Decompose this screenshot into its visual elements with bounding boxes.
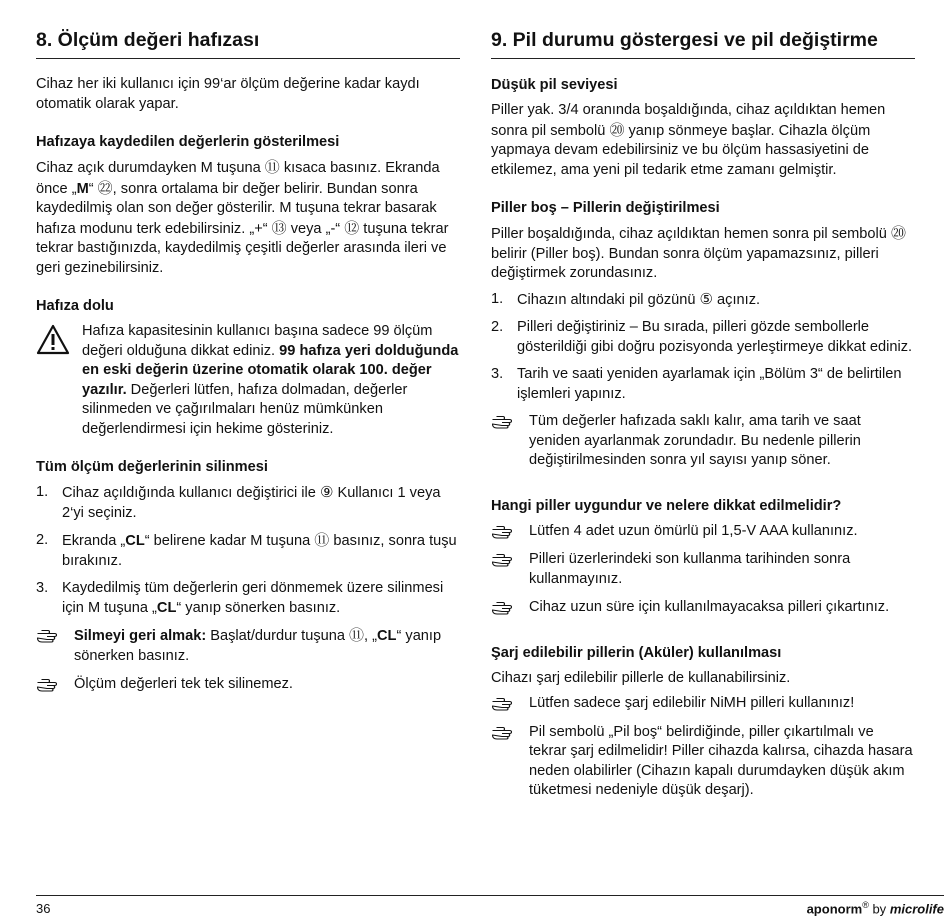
text-segment: kısaca basınız. Ekranda önce „ — [36, 160, 440, 197]
text-segment: Hafıza kapasitesinin kullanıcı başına sadece 99 ölçüm değeri olduğuna dikkat ediniz. — [82, 323, 433, 359]
ref-number: ⑪ — [264, 158, 280, 176]
text-segment: tuşuna tekrar tekrar bastığınızda, kaydedilmiş çeşitli değerler arasında ileri ve geri gezinebilirsiniz. — [36, 220, 449, 276]
list-item — [36, 483, 460, 523]
page-number: 36 — [36, 901, 51, 916]
list-item — [36, 579, 460, 618]
text-segment: Pil sembolü „Pil boş“ belirdiğinde, piller çıkartılmalı ve tekrar şarj edilmelidir! Piller cihazda kalırsa, cihazda hasara neden olabilirler (Cihazın kapalı durumdayken düşük akım tüketmesi nedeniyle düşük deşarj). — [529, 723, 913, 798]
step-number: 3. — [491, 366, 504, 382]
which-batteries-heading: Hangi piller uygundur ve nelere dikkat edilmelidir? — [491, 497, 842, 514]
cl-symbol: CL — [377, 628, 397, 644]
cl-symbol: CL — [156, 599, 177, 616]
empty-battery-text — [491, 224, 915, 284]
pointing-hand-icon — [36, 676, 60, 692]
ref-number: ⑳ — [890, 224, 906, 242]
text-segment: Tüm değerler hafızada saklı kalır, ama tarih ve saat yeniden ayarlanmak zorundadır. Bu nedenle pillerin değiştirilmesinden sonra yıl sayısı yanıp söner. — [529, 413, 861, 468]
ref-number: ㉒ — [97, 178, 113, 197]
text-segment: veya „-“ — [286, 220, 345, 237]
ref-number: ⑪ — [314, 531, 330, 549]
note-bold-text: Silmeyi geri almak: — [74, 628, 207, 644]
text-segment: Değerleri lütfen, hafıza dolmadan, değerler silinmeden ve çağırılmaları henüz mümkünken değerlendirmesi için hekime gösteriniz. — [82, 381, 408, 437]
list-item — [491, 318, 915, 357]
empty-battery-heading: Piller boş – Pillerin değiştirilmesi — [491, 200, 720, 216]
ref-number: ⑨ — [319, 483, 334, 501]
list-item — [36, 531, 460, 571]
memory-kept-note — [491, 412, 915, 471]
list-item — [491, 290, 915, 311]
step-number: 1. — [36, 484, 49, 500]
ref-number: ⑫ — [344, 218, 360, 237]
text-segment: “ belirene kadar M tuşuna — [144, 533, 315, 549]
text-segment: Piller boşaldığında, cihaz açıldıktan hemen sonra pil sembolü — [491, 226, 891, 242]
text-segment: Cihaz açık durumdayken M tuşuna — [36, 160, 261, 176]
section-8-title: 8. Ölçüm değeri hafızası — [36, 28, 460, 59]
text-segment: , „ — [364, 628, 378, 644]
pointing-hand-icon — [491, 413, 515, 429]
text-segment: “ — [88, 180, 98, 197]
text-segment: basınız, sonra tuşu bırakınız. — [62, 533, 457, 569]
step-number: 2. — [36, 532, 49, 548]
text-segment: Cihaz açıldığında kullanıcı değiştirici ile — [62, 485, 320, 501]
pointing-hand-icon — [491, 523, 515, 539]
registered-mark: ® — [862, 900, 869, 910]
memory-full-warning — [36, 322, 460, 439]
text-segment: Pilleri üzerlerindeki son kullanma tarihinden sonra kullanmayınız. — [529, 551, 851, 587]
step-number: 1. — [491, 290, 504, 307]
text-segment: Piller yak. 3/4 oranında boşaldığında, cihaz açıldıktan hemen sonra pil sembolü — [491, 102, 886, 139]
undo-delete-note — [36, 626, 460, 666]
text-segment: Cihazın altındaki pil gözünü — [517, 291, 700, 308]
memory-display-heading: Hafızaya kaydedilen değerlerin gösterilmesi — [36, 134, 340, 150]
text-segment: Başlat/durdur tuşuna — [206, 628, 350, 644]
rechargeable-heading: Şarj edilebilir pillerin (Aküler) kullanılması — [491, 644, 782, 661]
text-segment: Tarih ve saati yeniden ayarlamak için „Bölüm 3“ de belirtilen işlemleri yapınız. — [517, 366, 902, 402]
brand-by: by — [868, 901, 890, 917]
section-8-intro: Cihaz her iki kullanıcı için 99‘ar ölçüm değerine kadar kaydı otomatik olarak yapar. — [36, 76, 420, 112]
remove-batteries-note — [491, 598, 915, 618]
cl-symbol: CL — [125, 533, 145, 549]
pointing-hand-icon — [491, 599, 515, 615]
delete-steps-list — [36, 483, 460, 618]
step-number: 2. — [491, 319, 504, 335]
text-segment: , sonra ortalama bir değer belirir. Bundan sonra kaydedilmiş olan son değer gösterilir. M tuşuna tekrar basarak hafıza modunu terk edebilirsiniz. „+“ — [36, 180, 437, 237]
single-delete-note — [36, 675, 460, 695]
memory-full-heading: Hafıza dolu — [36, 298, 114, 314]
text-segment: Pilleri değiştiriniz – Bu sırada, pilleri gözde sembollerle gösterildiği gibi doğru pozisyonda yerleştirmeye dikkat ediniz. — [517, 319, 913, 355]
pointing-hand-icon — [491, 695, 515, 711]
text-segment: “ yanıp sönerken basınız. — [74, 628, 442, 664]
text-segment: açınız. — [713, 291, 761, 308]
m-symbol: M — [76, 180, 89, 197]
low-battery-heading: Düşük pil seviyesi — [491, 77, 618, 93]
memory-display-text — [36, 158, 460, 278]
low-battery-text — [491, 101, 915, 180]
text-segment: yanıp sönmeye başlar. Cihazla ölçüm yapmaya devam edebilirsiniz ve bu ölçüm hassasiyetini de etkilemez, ama yeni pil tedarik etme zamanı gelmiştir. — [491, 122, 871, 178]
text-segment: “ yanıp sönerken basınız. — [176, 599, 341, 616]
section-9-title: 9. Pil durumu göstergesi ve pil değiştirme — [491, 28, 915, 59]
pointing-hand-icon — [36, 627, 60, 643]
expiry-note — [491, 550, 915, 589]
battery-type-note — [491, 522, 915, 542]
step-number: 3. — [36, 580, 49, 596]
text-segment: Kullanıcı 1 veya 2‘yi seçiniz. — [62, 485, 441, 521]
ref-number: ⑪ — [349, 626, 365, 644]
ref-number: ⑳ — [609, 120, 625, 139]
text-segment: Lütfen 4 adet uzun ömürlü pil 1,5-V AAA kullanınız. — [529, 522, 858, 539]
warning-triangle-icon — [36, 324, 70, 356]
text-segment: Kaydedilmiş tüm değerlerin geri dönmemek üzere silinmesi için M tuşuna „ — [62, 580, 444, 616]
delete-all-heading: Tüm ölçüm değerlerinin silinmesi — [36, 459, 268, 475]
brand-company: microlife — [889, 901, 944, 917]
text-segment: Ölçüm değerleri tek tek silinemez. — [74, 676, 293, 692]
ref-number: ⑤ — [699, 289, 713, 308]
right-column — [491, 28, 915, 810]
ref-number: ⑬ — [271, 218, 287, 237]
text-segment: Ekranda „ — [62, 533, 126, 549]
recharge-note — [491, 723, 915, 801]
pointing-hand-icon — [491, 551, 515, 567]
brand-name: aponorm — [806, 901, 863, 917]
text-segment: Cihaz uzun süre için kullanılmayacaksa pilleri çıkartınız. — [529, 599, 890, 615]
footer-divider — [36, 895, 944, 896]
warning-bold-text: 99 hafıza yeri dolduğunda en eski değerin üzerine otomatik olarak 100. değer yazılır. — [82, 342, 459, 398]
text-segment: Lütfen sadece şarj edilebilir NiMH pilleri kullanınız! — [529, 695, 855, 711]
list-item — [491, 365, 915, 404]
nimh-note — [491, 694, 915, 714]
left-column — [36, 28, 460, 704]
text-segment: belirir (Piller boş). Bundan sonra ölçüm yapamazsınız, pilleri değiştirmek zorundasınız. — [491, 245, 879, 281]
pointing-hand-icon — [491, 724, 515, 740]
brand-logo — [807, 900, 944, 916]
rechargeable-text: Cihazı şarj edilebilir pillerle de kullanabilirsiniz. — [491, 669, 791, 686]
battery-change-steps-list — [491, 290, 915, 405]
